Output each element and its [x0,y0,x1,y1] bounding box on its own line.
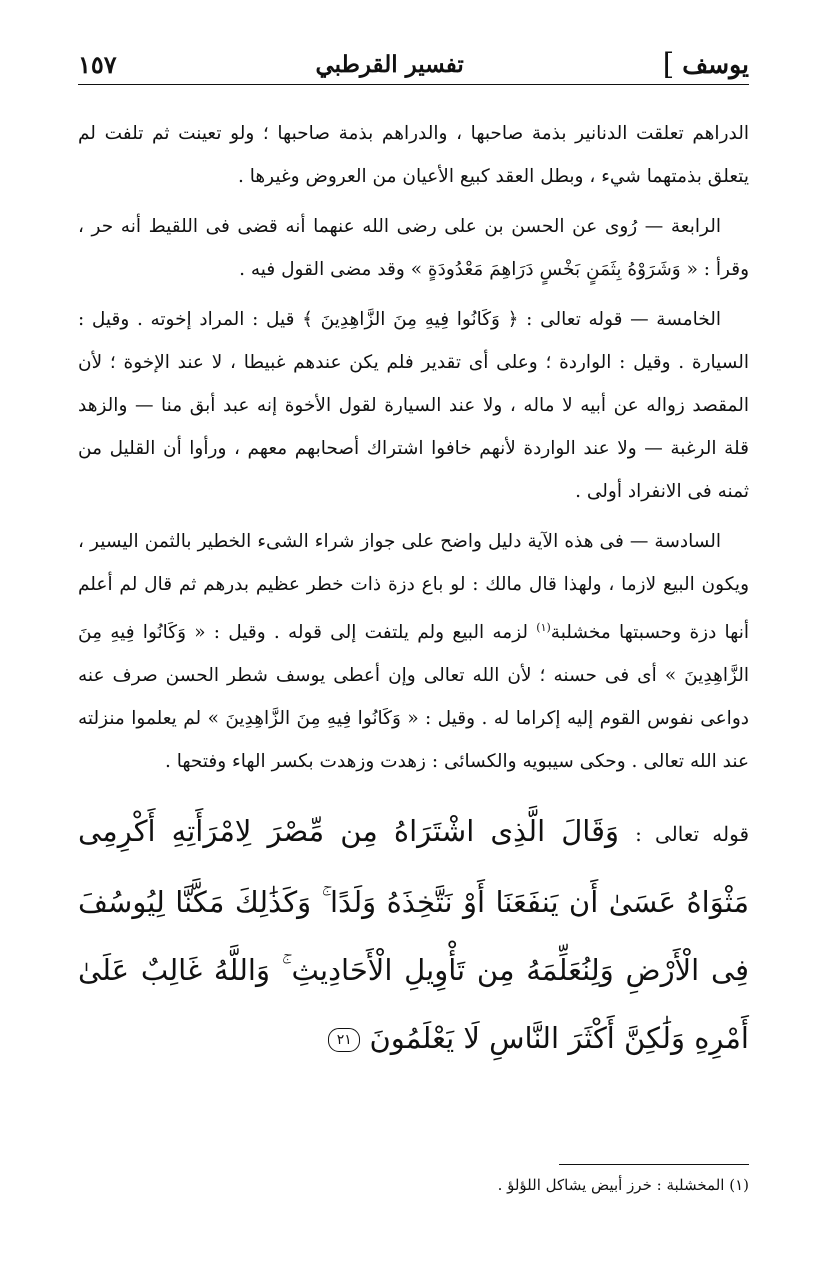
page-body [78,112,749,1072]
book-title: تفسير القرطبي [315,50,464,78]
page-number: ١٥٧ [78,49,117,79]
paragraph-sixth-part-2: لزمه البيع ولم يلتفت إلى قوله . وقيل : « وَكَانُوا فِيهِ مِنَ الزَّاهِدِينَ » أى فى حسنه ؛ لأن الله تعالى وإن أعطى يوسف شطر الحسن صرف عنه دواعى نفوس القوم إليه إكراما له . وقيل : « وَكَانُوا فِيهِ مِنَ الزَّاهِدِينَ » لم يعلموا منزلته عند الله تعالى . وحكى سيبويه والكسائى : زهدت وزهدت بكسر الهاء وفتحها . [78,622,749,773]
paragraph-fourth: الرابعة — رُوى عن الحسن بن على رضى الله عنهما أنه قضى فى اللقيط أنه حر ، وقرأ : « وَشَرَوْهُ بِثَمَنٍ بَخْسٍ دَرَاهِمَ مَعْدُودَةٍ » وقد مضى القول فيه . [78,216,749,280]
aya-number-marker: ٢١ [328,1028,360,1052]
verse-intro: قوله تعالى : [635,822,750,847]
page-header [78,44,749,85]
paragraph-sixth-part-1: السادسة — فى هذه الآية دليل واضح على جواز شراء الشىء الخطير بالثمن اليسير ، ويكون البيع لازما ، ولهذا قال مالك : لو باع دزة ذات خطر عظيم بدرهم ثم قال لم أعلم أنها دزة وحسبتها مخشلبة [78,531,749,644]
sura-name-text: يوسف [682,49,749,79]
sura-name [663,47,749,82]
quran-verse [78,797,749,1072]
verse-text: وَقَالَ الَّذِى اشْتَرَاهُ مِن مِّصْرَ لِامْرَأَتِهِ أَكْرِمِى مَثْوَاهُ عَسَىٰ أَن يَنفَعَنَا أَوْ نَتَّخِذَهُ وَلَدًا ۚ وَكَذَٰلِكَ مَكَّنَّا لِيُوسُفَ فِى الْأَرْضِ وَلِنُعَلِّمَهُ مِن تَأْوِيلِ الْأَحَادِيثِ ۚ وَاللَّهُ غَالِبٌ عَلَىٰ أَمْرِهِ وَلَٰكِنَّ أَكْثَرَ النَّاسِ لَا يَعْلَمُونَ [78,814,749,1056]
paragraph-fifth: الخامسة — قوله تعالى : ﴿ وَكَانُوا فِيهِ مِنَ الزَّاهِدِينَ ﴾ قيل : المراد إخوته . وقيل : السيارة . وقيل : الواردة ؛ وعلى أى تقدير فلم يكن عندهم غبيطا ، لا عند الإخوة ؛ لأن المقصد زواله عن أبيه لا ماله ، ولا عند السيارة لقول الأخوة إنه عبد أبق منا — والزهد قلة الرغبة — ولا عند الواردة لأنهم خافوا اشتراك أصحابهم معهم ، ورأوا أن القليل من ثمنه فى الانفراد أولى . [78,309,749,502]
footnote-reference: (١) [536,621,551,634]
footnote: (١) المخشلبة : خرز أبيض يشاكل اللؤلؤ . [497,1176,749,1194]
footnote-divider [559,1164,749,1165]
paragraph-continuation: الدراهم تعلقت الدنانير بذمة صاحبها ، والدراهم بذمة صاحبها ؛ ولو تعينت ثم تلفت لم يتعلق بذمتهما شيء ، وبطل العقد كبيع الأعيان من العروض وغيرها . [78,123,749,187]
header-bracket: ] [662,46,675,82]
paragraph-sixth [78,520,749,783]
